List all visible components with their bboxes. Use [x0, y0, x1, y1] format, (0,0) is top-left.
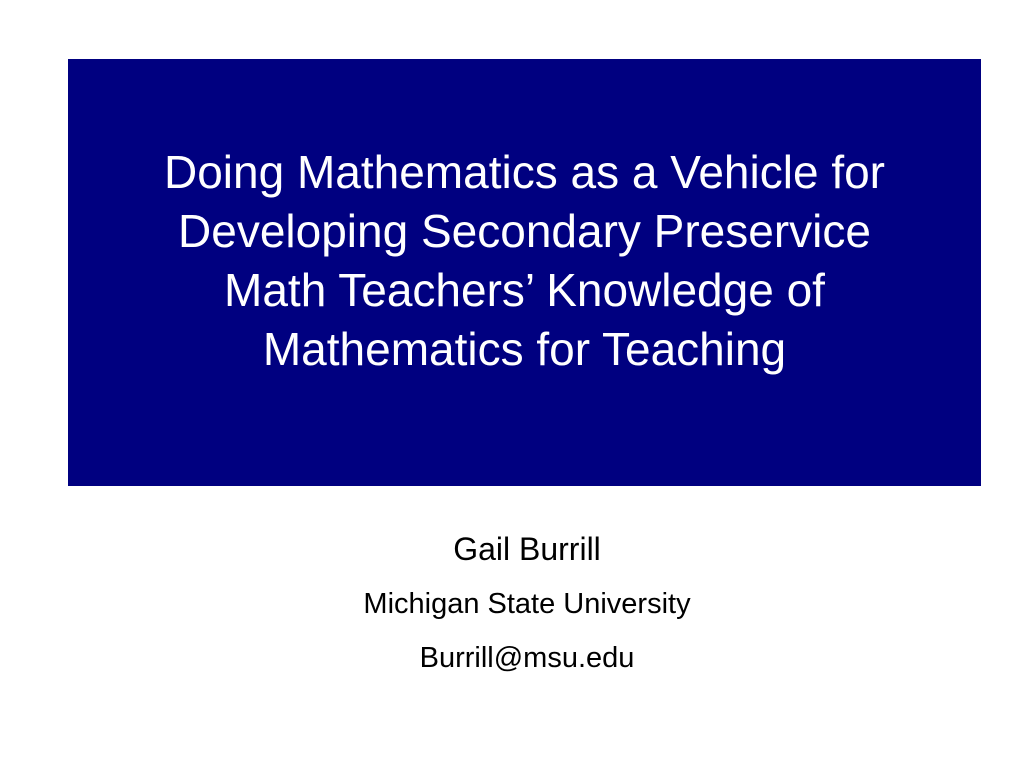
slide-title	[75, 143, 975, 379]
subtitle-block	[0, 529, 1024, 676]
title-line-1: Doing Mathematics as a Vehicle for	[163, 145, 886, 198]
title-line-3: Math Teachers’ Knowledge of	[224, 263, 825, 316]
affiliation: Michigan State University	[363, 588, 691, 620]
title-box	[68, 59, 981, 486]
title-line-4: Mathematics for Teaching	[262, 322, 787, 375]
title-line-2: Developing Secondary Preservice	[178, 204, 871, 257]
author-name: Gail Burrill	[453, 531, 601, 567]
email-address: Burrill@msu.edu	[419, 642, 635, 674]
